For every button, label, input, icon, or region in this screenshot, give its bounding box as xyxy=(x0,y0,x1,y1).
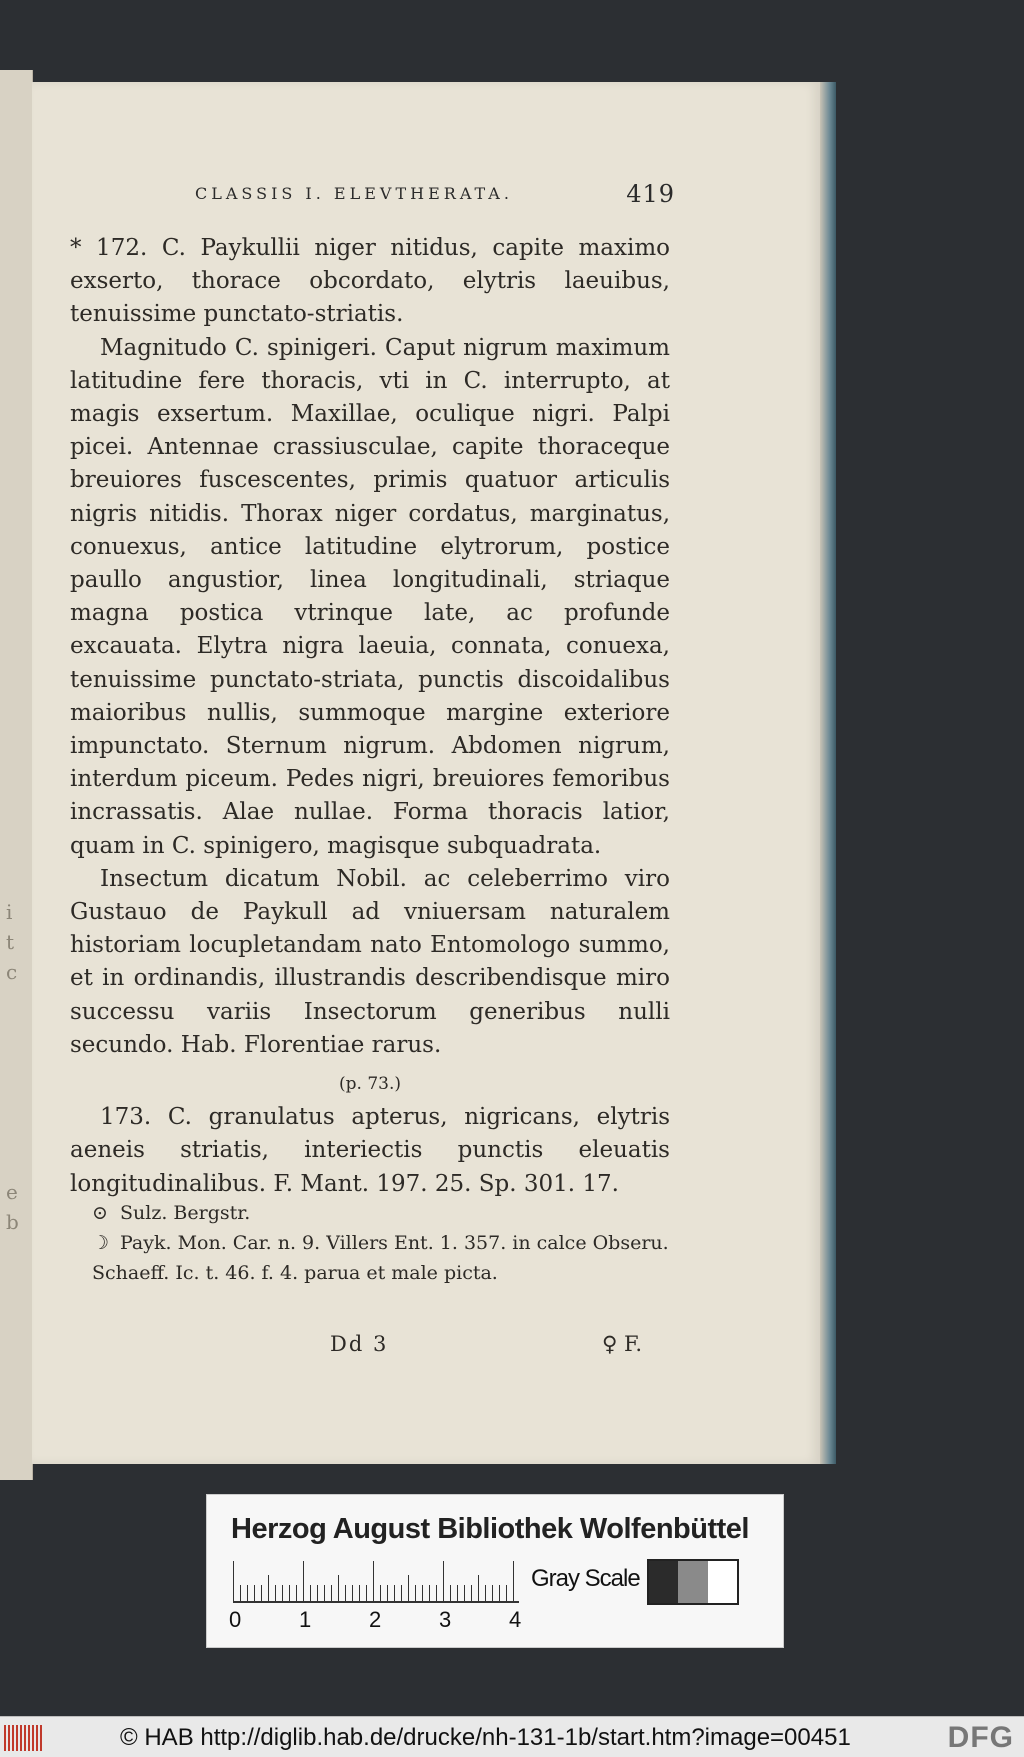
ruler-tick xyxy=(240,1585,241,1601)
margin-mark: c xyxy=(6,960,18,984)
ruler-tick xyxy=(303,1561,304,1601)
description-paragraph: Magnitudo C. spinigeri. Caput nigrum maximum latitudine fere thoracis, vti in C. interrupto, at magis exsertum. Maxillae, oculique nigri. Palpi picei. Antennae crassiusculae, capite thoraceque breuiores fuscescentes, primis quatuor articulis nigris nitidis. Thorax niger cordatus, marginatus, conuexus, antice latitudine elytrorum, postice paullo angustior, linea longitudinali, striaque magna postica vtrinque late, ac profunde excauata. Elytra nigra laeuia, connata, conuexa, tenuissime punctato-striata, punctis discoidalibus maioribus nullis, summoque margine exteriore impunctato. Sternum nigrum. Abdomen nigrum, interdum piceum. Pedes nigri, breuiores femoribus incrassatis. Alae nullae. Forma thoracis latior, quam in C. spinigero, magisque subquadrata. xyxy=(70,334,670,859)
moon-symbol-icon: ☽ xyxy=(92,1232,110,1254)
ruler-tick xyxy=(345,1585,346,1601)
ruler-tick xyxy=(282,1585,283,1601)
page-body xyxy=(70,232,670,1201)
margin-mark: i xyxy=(6,900,13,924)
ruler-tick xyxy=(394,1585,395,1601)
gray-scale-label: Gray Scale xyxy=(531,1565,640,1592)
ruler-tick xyxy=(261,1585,262,1601)
page-number: 419 xyxy=(626,180,675,208)
ruler-tick xyxy=(324,1585,325,1601)
page-header xyxy=(195,180,675,210)
ruler-number: 2 xyxy=(369,1607,382,1632)
ruler-tick xyxy=(331,1585,332,1601)
gray-swatch-mid xyxy=(678,1561,707,1603)
section-mark: (p. 73.) xyxy=(339,1074,401,1095)
ruler-tick xyxy=(338,1575,339,1601)
signature-mark: Dd 3 xyxy=(330,1332,389,1356)
gray-scale-swatch xyxy=(647,1559,739,1605)
ruler-tick xyxy=(478,1575,479,1601)
barcode-icon xyxy=(4,1725,42,1751)
ruler-tick xyxy=(254,1585,255,1601)
adjacent-page-strip xyxy=(0,70,33,1480)
ruler-tick xyxy=(506,1585,507,1601)
ruler-tick xyxy=(443,1561,444,1601)
dfg-logo: DFG xyxy=(947,1721,1014,1754)
ruler-number: 0 xyxy=(229,1607,242,1632)
ruler-tick xyxy=(492,1585,493,1601)
scale-ruler xyxy=(233,1557,523,1603)
ruler-tick xyxy=(422,1585,423,1601)
ruler-tick xyxy=(373,1561,374,1601)
ruler-tick xyxy=(352,1585,353,1601)
gray-swatch-dark xyxy=(649,1561,678,1603)
ruler-tick xyxy=(415,1585,416,1601)
reference-line xyxy=(92,1258,672,1288)
ruler-tick xyxy=(513,1561,514,1601)
ruler-tick xyxy=(366,1585,367,1601)
reference-line xyxy=(92,1198,672,1228)
ruler-baseline xyxy=(233,1601,519,1603)
ruler-tick xyxy=(296,1585,297,1601)
margin-mark: e xyxy=(6,1180,18,1204)
ruler-tick xyxy=(317,1585,318,1601)
ruler-tick xyxy=(401,1585,402,1601)
ruler-tick xyxy=(457,1585,458,1601)
ruler-number: 3 xyxy=(439,1607,452,1632)
ruler-tick xyxy=(436,1585,437,1601)
ruler-tick xyxy=(429,1585,430,1601)
library-title: Herzog August Bibliothek Wolfenbüttel xyxy=(231,1513,749,1545)
reference-text: Sulz. Bergstr. xyxy=(120,1202,251,1224)
gray-swatch-light xyxy=(708,1561,737,1603)
running-head: CLASSIS I. ELEVTHERATA. xyxy=(195,184,513,203)
ruler-tick xyxy=(387,1585,388,1601)
ruler-tick xyxy=(380,1585,381,1601)
copyright-url[interactable]: © HAB http://diglib.hab.de/drucke/nh-131-1b/start.htm?image=00451 xyxy=(120,1724,851,1751)
ruler-tick xyxy=(310,1585,311,1601)
ruler-tick xyxy=(275,1585,276,1601)
ruler-tick xyxy=(485,1585,486,1601)
footer-bar xyxy=(0,1716,1024,1757)
margin-mark: b xyxy=(6,1210,19,1234)
sun-symbol-icon: ⊙ xyxy=(92,1202,108,1224)
ruler-tick xyxy=(359,1585,360,1601)
sex-mark: ♀ F. xyxy=(602,1332,643,1356)
color-card xyxy=(206,1494,784,1648)
ruler-tick xyxy=(289,1585,290,1601)
reference-line xyxy=(92,1228,672,1258)
dedication-paragraph: Insectum dicatum Nobil. ac celeberrimo viro Gustauo de Paykull ad vniuersam naturalem historiam locupletandam nato Entomologo summo, et in ordinandis, illustrandis describendisque miro successu variis Insectorum generibus nulli secundo. Hab. Florentiae rarus. xyxy=(70,865,670,1058)
margin-mark: t xyxy=(6,930,15,954)
reference-text: Payk. Mon. Car. n. 9. Villers Ent. 1. 357. in calce Obseru. xyxy=(120,1232,669,1254)
references xyxy=(92,1198,672,1288)
ruler-number: 4 xyxy=(509,1607,522,1632)
ruler-tick xyxy=(247,1585,248,1601)
ruler-tick xyxy=(450,1585,451,1601)
ruler-tick xyxy=(471,1585,472,1601)
ruler-tick xyxy=(499,1585,500,1601)
entry-172: * 172. C. Paykullii niger nitidus, capite maximo exserto, thorace obcordato, elytris laeuibus, tenuissime punctato-striatis. xyxy=(70,235,670,328)
ruler-tick xyxy=(408,1575,409,1601)
ruler-tick xyxy=(233,1561,234,1601)
ruler-number: 1 xyxy=(299,1607,312,1632)
ruler-tick xyxy=(268,1575,269,1601)
reference-text: Schaeff. Ic. t. 46. f. 4. parua et male picta. xyxy=(92,1262,498,1284)
entry-173: 173. C. granulatus apterus, nigricans, elytris aeneis striatis, interiectis punctis eleuatis longitudinalibus. F. Mant. 197. 25. Sp. 301. 17. xyxy=(70,1104,670,1197)
page-edge xyxy=(820,82,836,1464)
ruler-tick xyxy=(464,1585,465,1601)
